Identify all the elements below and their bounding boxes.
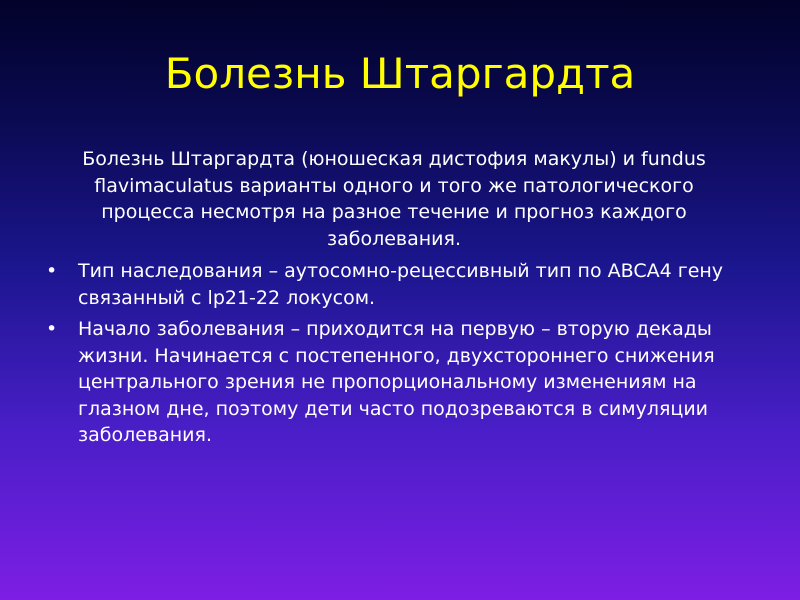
- slide-body: [44, 146, 744, 454]
- bullet-icon: •: [46, 260, 58, 282]
- bullet-list: [44, 258, 744, 449]
- bullet-text-onset: Начало заболевания – приходится на первую – вторую декады жизни. Начинается с постепенного, двухстороннего снижения центрального зрения не пропорциональному изменениям на глазном дне, поэтому дети часто подозреваются в симуляции заболевания.: [78, 318, 715, 446]
- bullet-item-onset: [44, 316, 744, 449]
- slide-title: Болезнь Штаргардта: [164, 49, 636, 98]
- bullet-item-inheritance: [44, 258, 744, 311]
- bullet-text-inheritance: Тип наследования – аутосомно-рецессивный тип по ABCA4 гену связанный с lp21-22 локусом.: [78, 260, 724, 309]
- intro-paragraph: Болезнь Штаргардта (юношеская дистофия макулы) и fundus flavimaculatus варианты одного и того же патологического процесса несмотря на разное течение и прогноз каждого заболевания.: [82, 148, 706, 250]
- bullet-icon: •: [46, 318, 58, 340]
